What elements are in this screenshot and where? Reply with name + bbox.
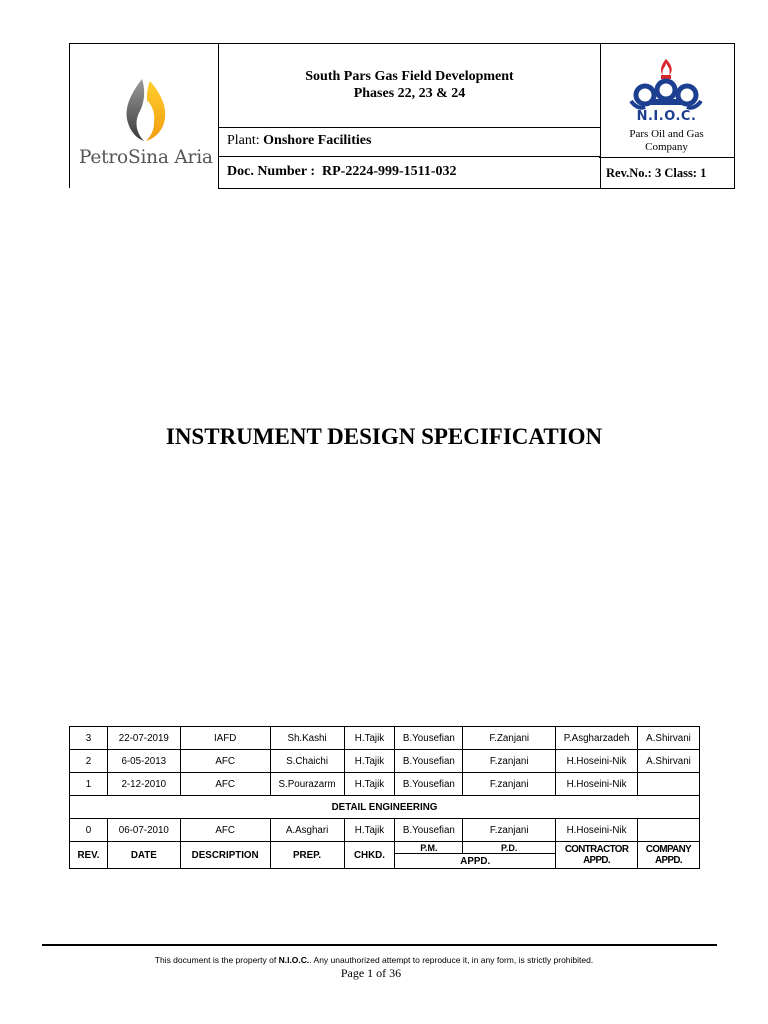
- cell-company: A.Shirvani: [638, 727, 700, 750]
- nioc-abbrev: N.I.O.C.: [636, 109, 697, 124]
- col-header-chkd: CHKD.: [344, 842, 395, 869]
- header-left-border: [69, 43, 70, 188]
- cell-date: 06-07-2010: [107, 819, 180, 842]
- flame-logo-icon: [122, 77, 172, 143]
- table-header-row: [70, 842, 700, 854]
- col-header-description: DESCRIPTION: [180, 842, 270, 869]
- cell-rev: 3: [70, 727, 108, 750]
- footer-divider: [42, 944, 717, 946]
- contractor-line2: APPD.: [583, 855, 611, 866]
- company-line2: APPD.: [655, 855, 682, 866]
- cell-date: 2-12-2010: [107, 773, 180, 796]
- cell-rev: 0: [70, 819, 108, 842]
- cell-chkd: H.Tajik: [344, 819, 395, 842]
- cell-pm: B.Yousefian: [395, 819, 463, 842]
- table-row: [70, 819, 700, 842]
- project-title-cell: [219, 43, 600, 128]
- cell-company: A.Shirvani: [638, 750, 700, 773]
- document-header: [69, 43, 735, 189]
- cell-rev: 2: [70, 750, 108, 773]
- col-header-pd: P.D.: [463, 842, 556, 854]
- contractor-line1: CONTRACTOR: [564, 844, 629, 855]
- table-row: [70, 750, 700, 773]
- cell-chkd: H.Tajik: [344, 750, 395, 773]
- doc-number-value: RP-2224-999-1511-032: [322, 164, 457, 179]
- cell-prep: A.Asghari: [270, 819, 344, 842]
- petrosina-logo: [77, 73, 217, 173]
- revision-table: [69, 726, 700, 869]
- cell-company: [638, 773, 700, 796]
- cell-date: 22-07-2019: [107, 727, 180, 750]
- cell-chkd: H.Tajik: [344, 727, 395, 750]
- client-name-line2: Company: [645, 141, 688, 153]
- col-header-rev: REV.: [70, 842, 108, 869]
- cell-pd: F.zanjani: [463, 750, 556, 773]
- cell-contractor: H.Hoseini-Nik: [556, 750, 638, 773]
- client-name-line1: Pars Oil and Gas: [629, 128, 704, 140]
- cell-prep: S.Chaichi: [270, 750, 344, 773]
- project-title: [219, 68, 600, 102]
- page-number: Page 1 of 36: [340, 966, 402, 980]
- company-line1: COMPANY: [645, 844, 692, 855]
- rev-class: Rev.No.: 3 Class: 1: [606, 166, 707, 180]
- cell-description: AFC: [180, 750, 270, 773]
- table-row: [70, 773, 700, 796]
- cell-contractor: H.Hoseini-Nik: [556, 819, 638, 842]
- cell-contractor: H.Hoseini-Nik: [556, 773, 638, 796]
- company-logo-text: PetroSina Aria: [79, 147, 213, 168]
- cell-pm: B.Yousefian: [395, 727, 463, 750]
- plant-cell: [219, 127, 600, 157]
- cell-chkd: H.Tajik: [344, 773, 395, 796]
- document-title: INSTRUMENT DESIGN SPECIFICATION: [165, 424, 603, 449]
- cell-description: AFC: [180, 773, 270, 796]
- plant-value: Onshore Facilities: [263, 133, 372, 148]
- cell-pm: B.Yousefian: [395, 750, 463, 773]
- footer-note: [0, 955, 748, 965]
- cell-prep: S.Pourazarm: [270, 773, 344, 796]
- cell-pd: F.zanjani: [463, 773, 556, 796]
- header-project-block: [218, 43, 601, 189]
- cell-date: 6-05-2013: [107, 750, 180, 773]
- footer-note-owner: N.I.O.C.: [278, 955, 310, 965]
- header-client-block: [599, 43, 735, 189]
- plant-label: Plant:: [227, 133, 260, 148]
- col-header-prep: PREP.: [270, 842, 344, 869]
- cell-prep: Sh.Kashi: [270, 727, 344, 750]
- doc-number-label: Doc. Number :: [227, 164, 316, 179]
- col-header-contractor: [556, 842, 638, 869]
- cell-company: [638, 819, 700, 842]
- section-label: DETAIL ENGINEERING: [70, 796, 700, 819]
- col-header-pm: P.M.: [395, 842, 463, 854]
- cell-description: IAFD: [180, 727, 270, 750]
- cell-pd: F.Zanjani: [463, 727, 556, 750]
- doc-number-cell: [219, 157, 600, 188]
- cell-description: AFC: [180, 819, 270, 842]
- cell-pd: F.zanjani: [463, 819, 556, 842]
- footer-note-suffix: . Any unauthorized attempt to reproduce it, in any form, is strictly prohibited.: [309, 955, 594, 965]
- footer-note-prefix: This document is the property of: [154, 955, 277, 965]
- col-header-company: [638, 842, 700, 869]
- cell-contractor: P.Asgharzadeh: [556, 727, 638, 750]
- section-row: [70, 796, 700, 819]
- col-header-date: DATE: [107, 842, 180, 869]
- client-name: [599, 128, 734, 154]
- project-title-line1: South Pars Gas Field Development: [305, 69, 514, 84]
- cell-rev: 1: [70, 773, 108, 796]
- rev-class-cell: [599, 157, 734, 189]
- nioc-emblem-icon: [621, 55, 711, 111]
- col-header-appd: APPD.: [395, 854, 556, 869]
- table-row: [70, 727, 700, 750]
- cell-pm: B.Yousefian: [395, 773, 463, 796]
- project-title-line2: Phases 22, 23 & 24: [353, 86, 466, 101]
